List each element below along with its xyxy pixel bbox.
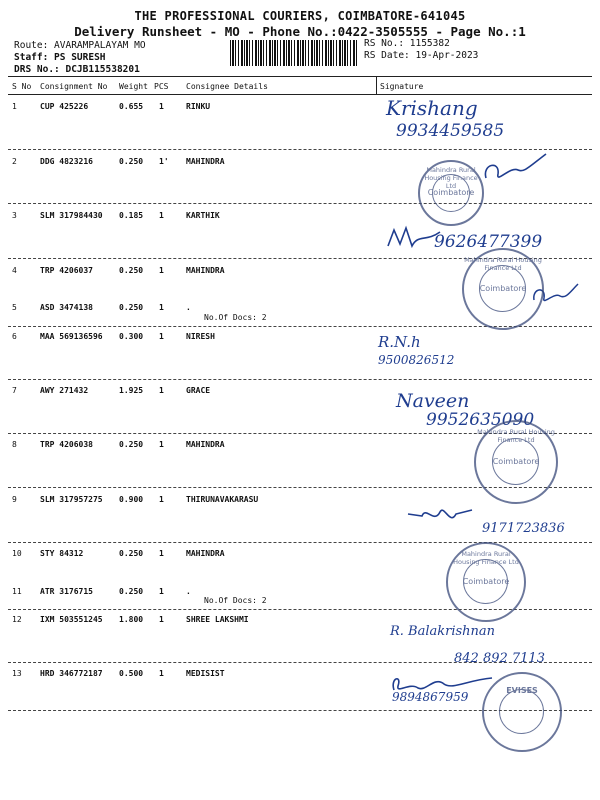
rs-number: RS No.: 1155382 (364, 38, 450, 49)
row-7-consignment: AWY 271432 (40, 386, 89, 395)
signature-column-divider (376, 76, 377, 94)
row-3-consignment: SLM 317984430 (40, 211, 103, 220)
row-5-consignee: . (186, 303, 191, 312)
row-6-consignee: NIRESH (186, 332, 215, 341)
row-6-consignment: MAA 569136596 (40, 332, 103, 341)
company-seal-icon (462, 248, 544, 330)
row-2-consignment: DDG 4823216 (40, 157, 93, 166)
row-5-pcs: 1 (159, 303, 164, 312)
row-3-sno: 3 (12, 211, 17, 220)
header-top-rule (8, 76, 592, 77)
seal-1-city: Coimbatore (427, 188, 475, 197)
row-13-consignment: HRD 346772187 (40, 669, 103, 678)
row-3-consignee: KARTHIK (186, 211, 220, 220)
row-7-weight: 1.925 (119, 386, 144, 395)
row-11-consignee: . (186, 587, 191, 596)
row-8-sno: 8 (12, 440, 17, 449)
seal-2-ring-text: Mahindra Rural Housing Finance Ltd (464, 256, 542, 272)
header-bottom-rule (8, 94, 592, 95)
row-5-sno: 5 (12, 303, 17, 312)
row-7-consignee: GRACE (186, 386, 211, 395)
barcode-icon (230, 40, 358, 66)
row-8-weight: 0.250 (119, 440, 144, 449)
row-6-sno: 6 (12, 332, 17, 341)
row-9-consignment: SLM 317957275 (40, 495, 103, 504)
drs-number: DRS No.: DCJB115538201 (14, 64, 140, 75)
company-seal-icon (446, 542, 526, 622)
row-2-weight: 0.250 (119, 157, 144, 166)
row-9-sno: 9 (12, 495, 17, 504)
row-1-consignment: CUP 425226 (40, 102, 89, 111)
row-12-sno: 12 (12, 615, 22, 624)
seal-4-ring-text: Mahindra Rural Housing Finance Ltd (453, 550, 519, 566)
row-13-consignee: MEDISIST (186, 669, 225, 678)
row-11-weight: 0.250 (119, 587, 144, 596)
seal-3-city: Coimbatore (492, 457, 540, 466)
row-10-weight: 0.250 (119, 549, 144, 558)
staff-label: Staff: PS SURESH (14, 52, 106, 63)
seal-3-ring-text: Mahindra Rural Housing Finance Ltd (477, 428, 555, 444)
signature-12-phone: 842 892 7113 (454, 651, 545, 666)
row-12-weight: 1.800 (119, 615, 144, 624)
row-10-consignment: STY 84312 (40, 549, 84, 558)
row-6-pcs: 1 (159, 332, 164, 341)
row-4-consignee: MAHINDRA (186, 266, 225, 275)
signature-scribble-icon (480, 150, 550, 190)
row-6-weight: 0.300 (119, 332, 144, 341)
row-10-sno: 10 (12, 549, 22, 558)
row-9-consignee: THIRUNAVAKARASU (186, 495, 259, 504)
row-2-divider (8, 203, 592, 204)
row-6-divider (8, 379, 592, 380)
seal-2-city: Coimbatore (479, 284, 527, 293)
row-3-pcs: 1 (159, 211, 164, 220)
col-header-consignee: Consignee Details (186, 82, 268, 91)
col-header-sno: S No (12, 82, 32, 91)
row-13-sno: 13 (12, 669, 22, 678)
route-label: Route: AVARAMPALAYAM MO (14, 40, 146, 51)
row-2-pcs: 1' (159, 157, 169, 166)
row-10-consignee: MAHINDRA (186, 549, 225, 558)
signature-9-phone: 9171723836 (482, 521, 565, 536)
company-seal-icon (418, 160, 484, 226)
signature-6-name: R.N.h (378, 333, 421, 351)
row-12-pcs: 1 (159, 615, 164, 624)
col-header-pcs: PCS (154, 82, 169, 91)
col-header-signature: Signature (380, 82, 424, 91)
row-4-pcs: 1 (159, 266, 164, 275)
row-12-consignment: IXM 503551245 (40, 615, 103, 624)
row-3-weight: 0.185 (119, 211, 144, 220)
row-10-pcs: 1 (159, 549, 164, 558)
rs-date: RS Date: 19-Apr-2023 (364, 50, 479, 61)
seal-5-text: EVISES (506, 686, 538, 695)
signature-1-phone: 9934459585 (396, 121, 505, 141)
row-12-consignee: SHREE LAKSHMI (186, 615, 249, 624)
row-1-consignee: RINKU (186, 102, 211, 111)
signature-12-name: R. Balakrishnan (390, 624, 496, 639)
row-11-consignment: ATR 3176715 (40, 587, 93, 596)
row-5-weight: 0.250 (119, 303, 144, 312)
row-5-consignment: ASD 3474138 (40, 303, 93, 312)
row-13-weight: 0.500 (119, 669, 144, 678)
row-7-sno: 7 (12, 386, 17, 395)
signature-3-phone: 9626477399 (434, 232, 543, 252)
row-11-sno: 11 (12, 587, 22, 596)
signature-7-name: Naveen (396, 390, 470, 412)
col-header-consignment: Consignment No (40, 82, 108, 91)
row-8-pcs: 1 (159, 440, 164, 449)
row-4-consignment: TRP 4206037 (40, 266, 93, 275)
row-9-weight: 0.900 (119, 495, 144, 504)
row-4-sno: 4 (12, 266, 17, 275)
row-8-consignment: TRP 4206038 (40, 440, 93, 449)
signature-scribble-icon (404, 500, 474, 530)
seal-4-city: Coimbatore (462, 577, 510, 586)
row-1-sno: 1 (12, 102, 17, 111)
row-1-pcs: 1 (159, 102, 164, 111)
company-seal-icon (482, 672, 562, 752)
row-5-doc-count: No.Of Docs: 2 (204, 313, 267, 322)
row-9-divider (8, 542, 592, 543)
row-2-consignee: MAHINDRA (186, 157, 225, 166)
row-8-consignee: MAHINDRA (186, 440, 225, 449)
row-9-pcs: 1 (159, 495, 164, 504)
col-header-weight: Weight (119, 82, 148, 91)
company-title: THE PROFESSIONAL COURIERS, COIMBATORE-641045 (134, 9, 466, 23)
runsheet-subtitle: Delivery Runsheet - MO - Phone No.:0422-3505555 - Page No.:1 (74, 24, 526, 39)
row-11-pcs: 1 (159, 587, 164, 596)
row-11-doc-count: No.Of Docs: 2 (204, 596, 267, 605)
row-13-pcs: 1 (159, 669, 164, 678)
signature-6-phone: 9500826512 (378, 353, 455, 367)
signature-7-phone: 9952635090 (426, 410, 535, 430)
signature-13-phone: 9894867959 (392, 690, 469, 704)
company-seal-icon (474, 420, 558, 504)
row-7-pcs: 1 (159, 386, 164, 395)
row-2-sno: 2 (12, 157, 17, 166)
row-4-weight: 0.250 (119, 266, 144, 275)
signature-1-name: Krishang (386, 96, 478, 120)
seal-1-ring-text: Mahindra Rural Housing Finance Ltd (424, 166, 478, 190)
row-1-weight: 0.655 (119, 102, 144, 111)
